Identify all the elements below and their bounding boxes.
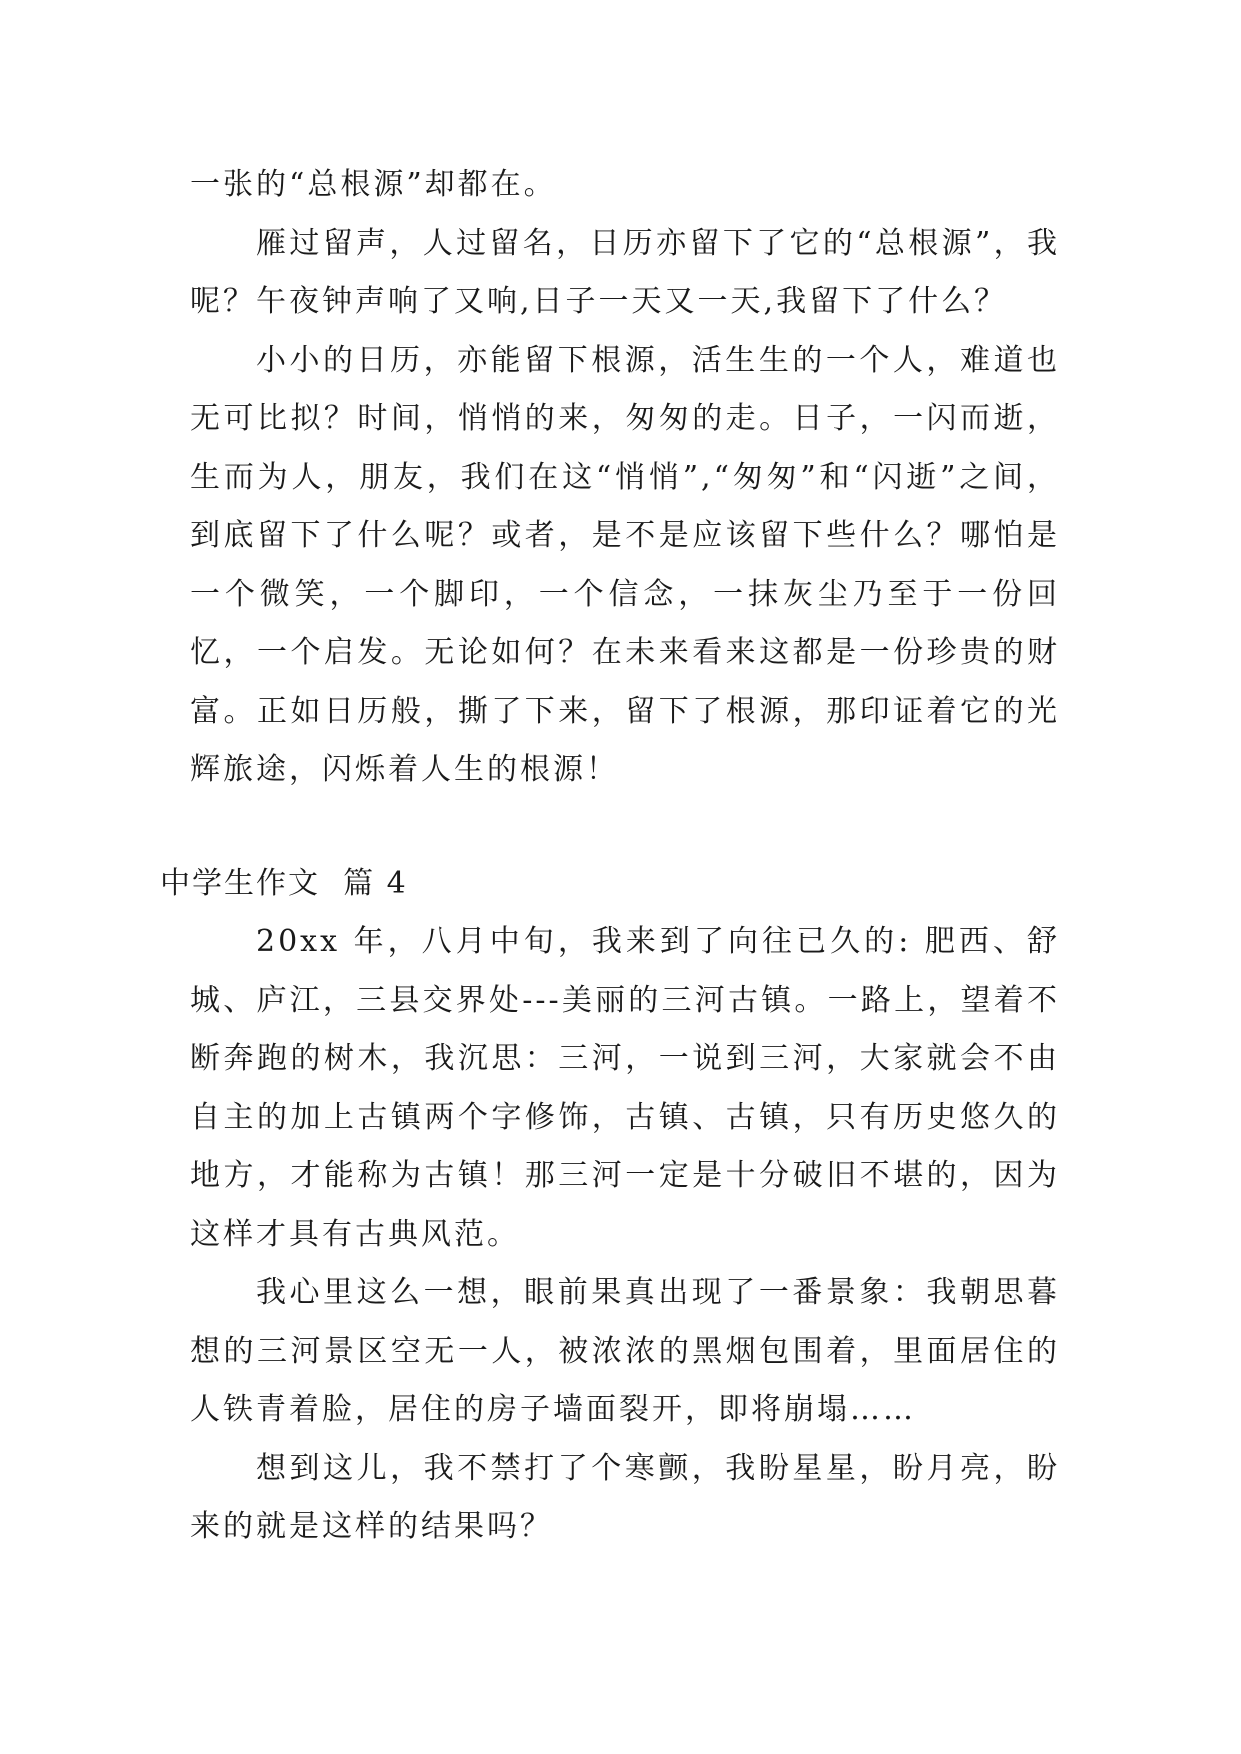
paragraph: 小小的日历，亦能留下根源，活生生的一个人，难道也无可比拟？时间，悄悄的来，匆匆的走。日子，一闪而逝，生而为人，朋友，我们在这“悄悄”,“匆匆”和“闪逝”之间，到底留下了什么呢？或者，是不是应该留下些什么？哪怕是一个微笑，一个脚印，一个信念，一抹灰尘乃至于一份回忆，一个启发。无论如何？在未来看来这都是一份珍贵的财富。正如日历般，撕了下来，留下了根源，那印证着它的光辉旅途，闪烁着人生的根源！ bbox=[190, 342, 1060, 787]
paragraph: 20xx 年，八月中旬，我来到了向往已久的: 肥西、舒城、庐江，三县交界处---美丽的三河古镇。一路上，望着不断奔跑的树木，我沉思：三河，一说到三河，大家就会不由自主的加上古镇两个字修饰，古镇、古镇，只有历史悠久的地方，才能称为古镇！那三河一定是十分破旧不堪的，因为这样才具有古典风范。 bbox=[190, 924, 1060, 1252]
paragraph: 雁过留声，人过留名，日历亦留下了它的“总根源”，我呢？午夜钟声响了又响,日子一天又一天,我留下了什么？ bbox=[190, 225, 1060, 319]
paragraph: 一张的“总根源”却都在。 bbox=[190, 167, 557, 202]
paragraph: 想到这儿，我不禁打了个寒颤，我盼星星，盼月亮，盼来的就是这样的结果吗？ bbox=[190, 1450, 1060, 1544]
essay-heading: 中学生作文 篇 4 bbox=[160, 866, 408, 901]
paragraph: 我心里这么一想，眼前果真出现了一番景象：我朝思暮想的三河景区空无一人，被浓浓的黑烟包围着，里面居住的人铁青着脸，居住的房子墙面裂开，即将崩塌…… bbox=[190, 1275, 1060, 1427]
essay-section-continued bbox=[190, 156, 1060, 800]
essay-section-4 bbox=[190, 913, 1060, 1557]
